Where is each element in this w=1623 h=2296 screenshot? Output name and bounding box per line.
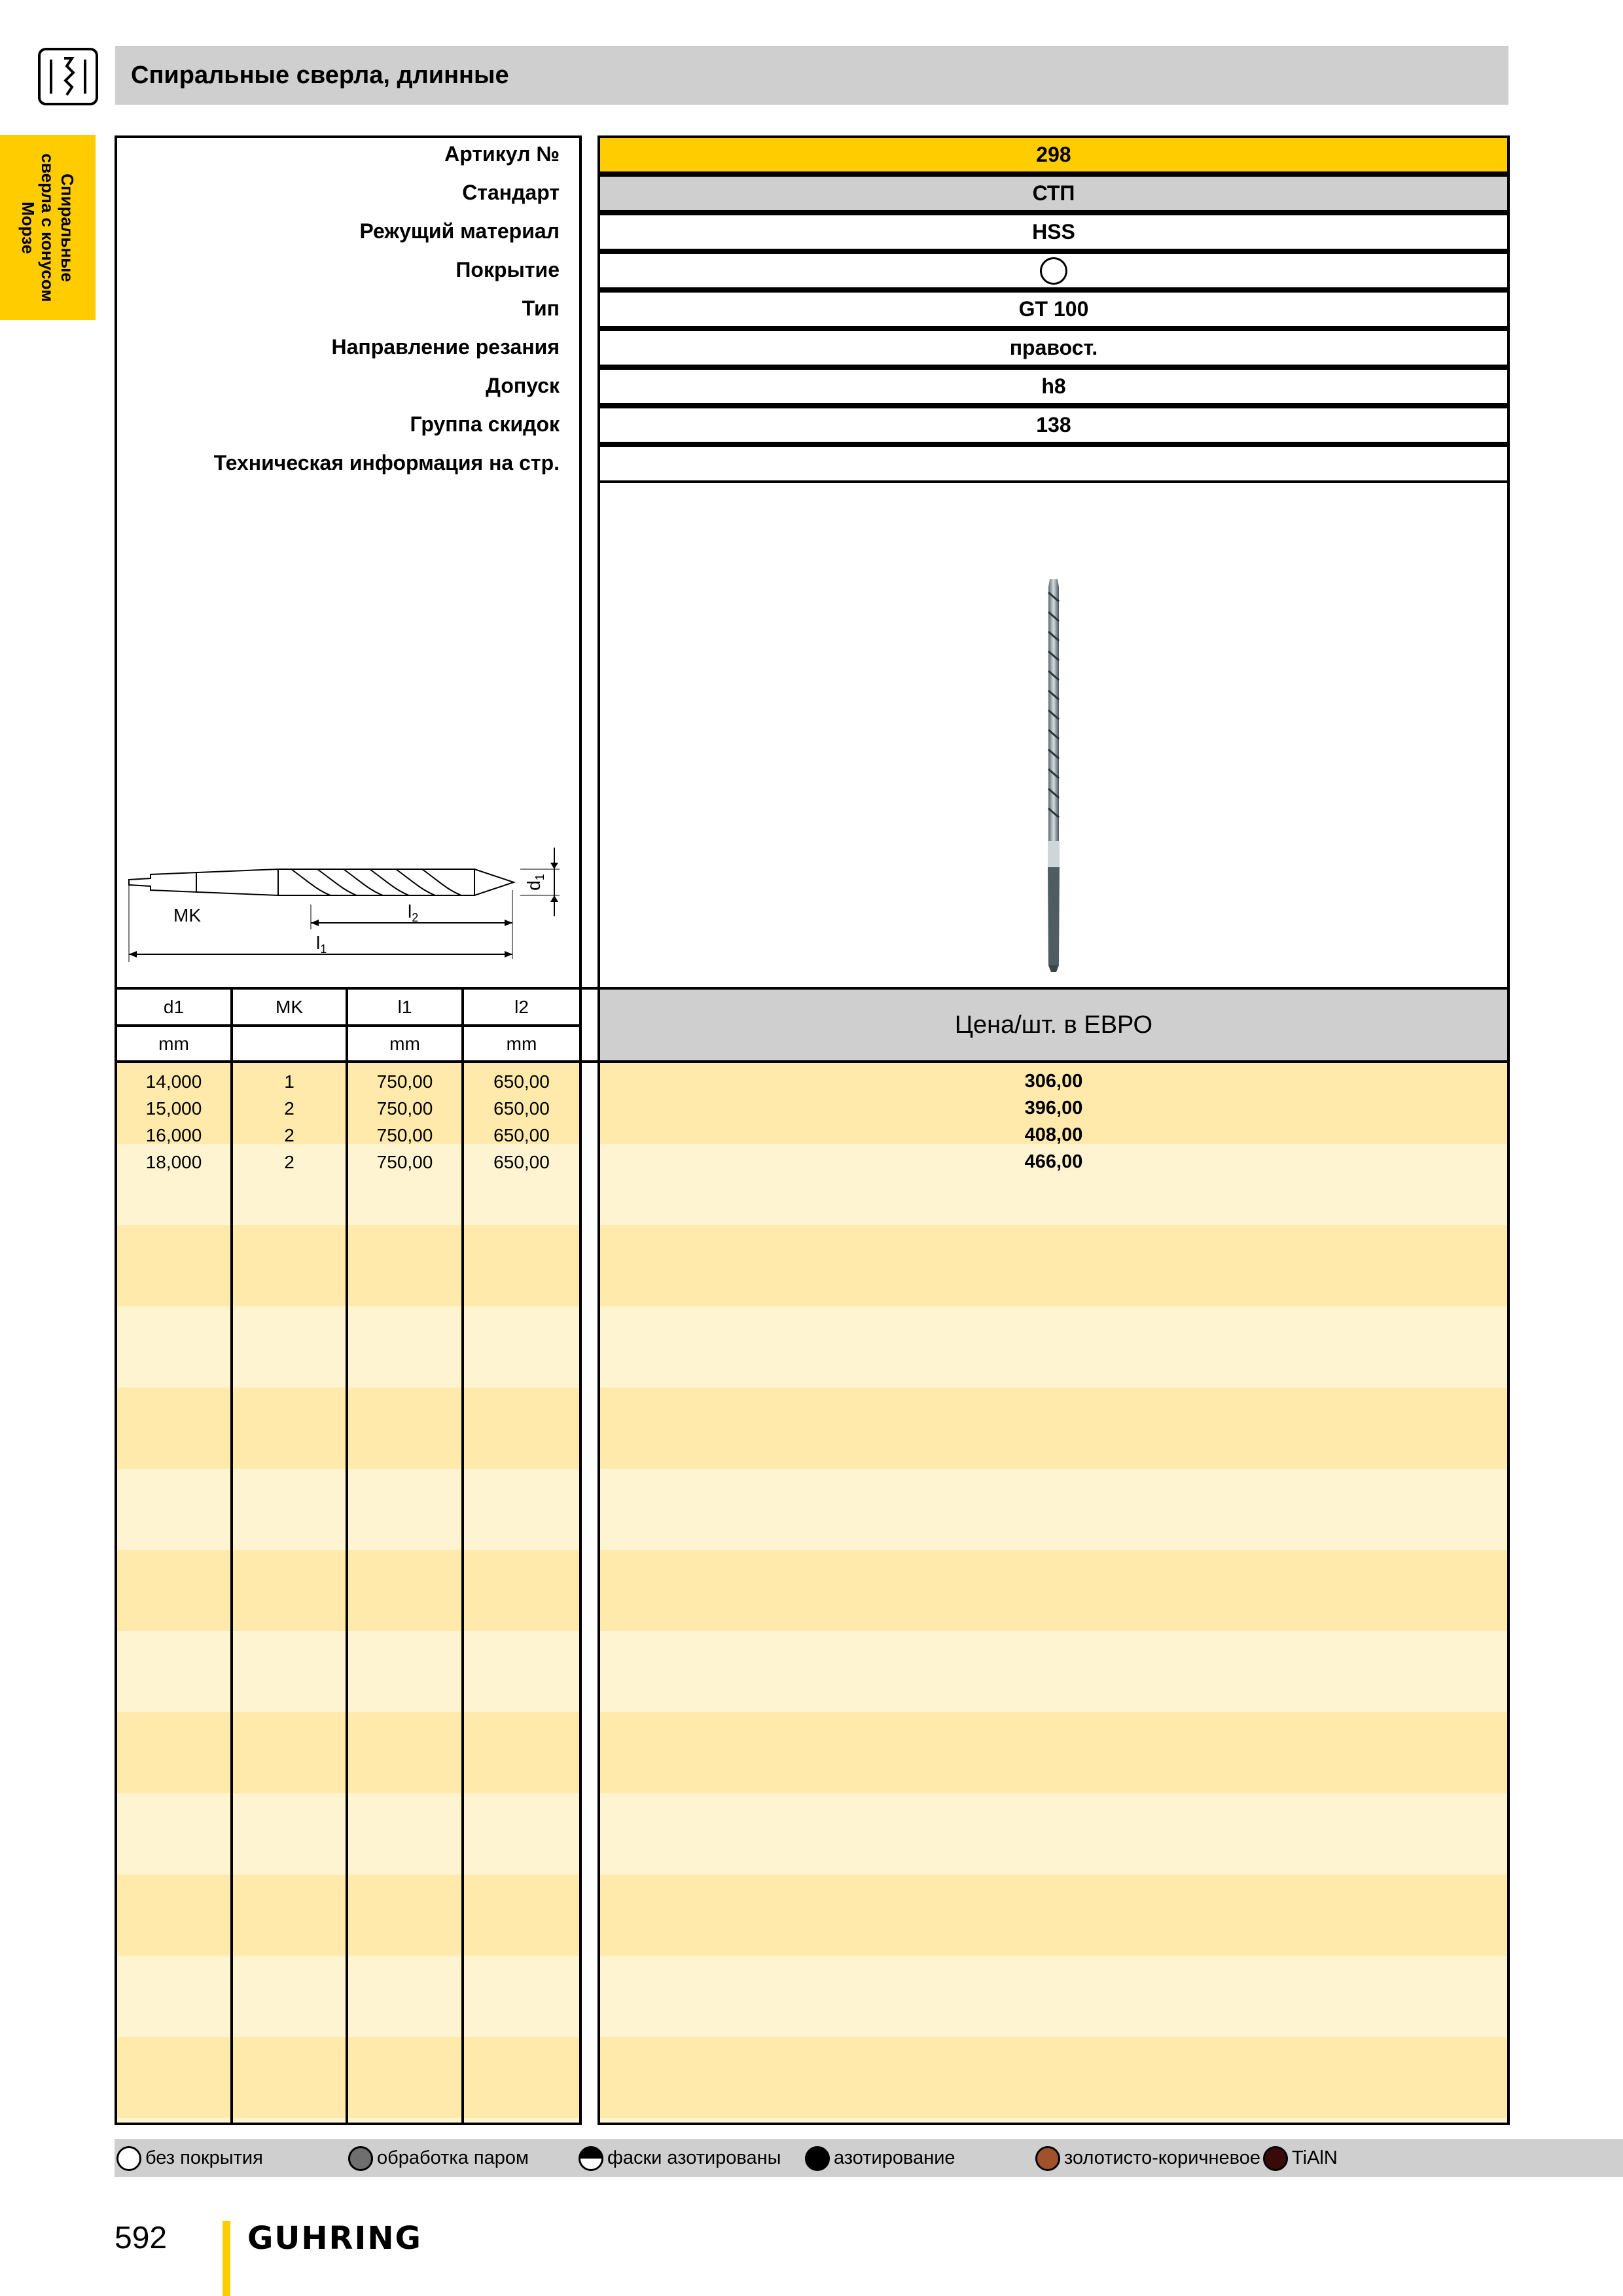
label-standard: Стандарт [462,181,560,204]
cell-price[interactable]: 408,00 [1024,1124,1083,1145]
label-direction: Направление резания [331,335,560,359]
tialn-icon [1263,2146,1288,2171]
col-header-d1: d1 [163,997,185,1017]
legend-uncoated: без покрытия [116,2139,263,2177]
price-header: Цена/шт. в ЕВРО [600,990,1507,1060]
value-coating [597,251,1510,290]
label-discount-group: Группа скидок [410,412,560,436]
value-standard: СТП [597,174,1510,213]
value-discount-group: 138 [597,406,1510,444]
cell-d1: 18,000 [145,1152,202,1172]
d1-label: $d_1$ [524,874,546,891]
category-tab[interactable] [0,135,96,320]
legend-nitrided: азотирование [805,2139,955,2177]
unit-l1: mm [389,1033,420,1054]
value-article[interactable]: 298 [597,135,1510,174]
cell-l1: 750,00 [376,1071,433,1092]
cell-d1: 14,000 [145,1071,202,1092]
unit-l2: mm [506,1033,537,1054]
cell-l2: 650,00 [493,1071,550,1092]
unit-d1: mm [158,1033,189,1054]
cell-l1: 750,00 [376,1098,433,1119]
cell-mk: 2 [284,1125,294,1145]
cell-l2: 650,00 [493,1098,550,1119]
l2-label: $l_2$ [408,901,419,924]
cell-mk: 1 [284,1071,294,1092]
cell-l2: 650,00 [493,1125,550,1145]
brand-logo: GUHRING [247,2220,422,2257]
legend-gold-brown: золотисто-коричневое [1035,2139,1260,2177]
cell-d1: 15,000 [145,1098,202,1119]
page-title: Спиральные сверла, длинные [131,62,509,89]
l1-label: $l_1$ [316,933,327,956]
value-tolerance: h8 [597,367,1510,406]
value-type: GT 100 [597,290,1510,329]
value-material: HSS [597,213,1510,251]
nitrided-icon [805,2146,830,2171]
cell-mk: 2 [284,1098,294,1119]
label-tolerance: Допуск [486,374,560,397]
drill-product-image [1034,579,1073,972]
drill-logo-icon [38,48,98,105]
page-number: 592 [115,2221,168,2255]
cell-l2: 650,00 [493,1152,550,1172]
cell-l1: 750,00 [376,1152,433,1172]
cell-price[interactable]: 466,00 [1024,1151,1083,1172]
cell-price[interactable]: 396,00 [1024,1098,1083,1119]
legend-tialn: TiAlN [1263,2139,1338,2177]
cell-d1: 16,000 [145,1125,202,1145]
footer-accent-rule [223,2221,230,2296]
col-header-mk: MK [276,997,303,1017]
cell-price[interactable]: 306,00 [1024,1071,1083,1092]
table-body-right [600,1063,1507,2123]
unit-mk [233,1027,346,1060]
label-material: Режущий материал [359,219,560,243]
legend-steam: обработка паром [348,2139,529,2177]
nitrided-chamfers-icon [579,2146,603,2171]
label-article: Артикул № [444,142,560,166]
uncoated-icon [1040,257,1067,285]
legend-nitrided-chamfers: фаски азотированы [579,2139,781,2177]
label-tech-info: Техническая информация на стр. [213,451,560,475]
cell-mk: 2 [284,1152,294,1172]
col-header-l2: l2 [514,997,529,1017]
label-coating: Покрытие [455,258,560,281]
col-header-l1: l1 [397,997,412,1017]
value-direction: правост. [597,329,1510,367]
gold-brown-icon [1035,2146,1060,2171]
value-tech-info[interactable] [597,444,1510,483]
mk-label: MK [173,905,201,925]
uncoated-icon [116,2146,141,2171]
cell-l1: 750,00 [376,1125,433,1145]
steam-treated-icon [348,2146,373,2171]
drill-dimension-drawing [121,844,579,975]
table-body-left [117,1063,579,2123]
category-tab-label: Спиральные сверла с конусом Морзе [18,153,77,302]
label-type: Тип [522,296,560,320]
